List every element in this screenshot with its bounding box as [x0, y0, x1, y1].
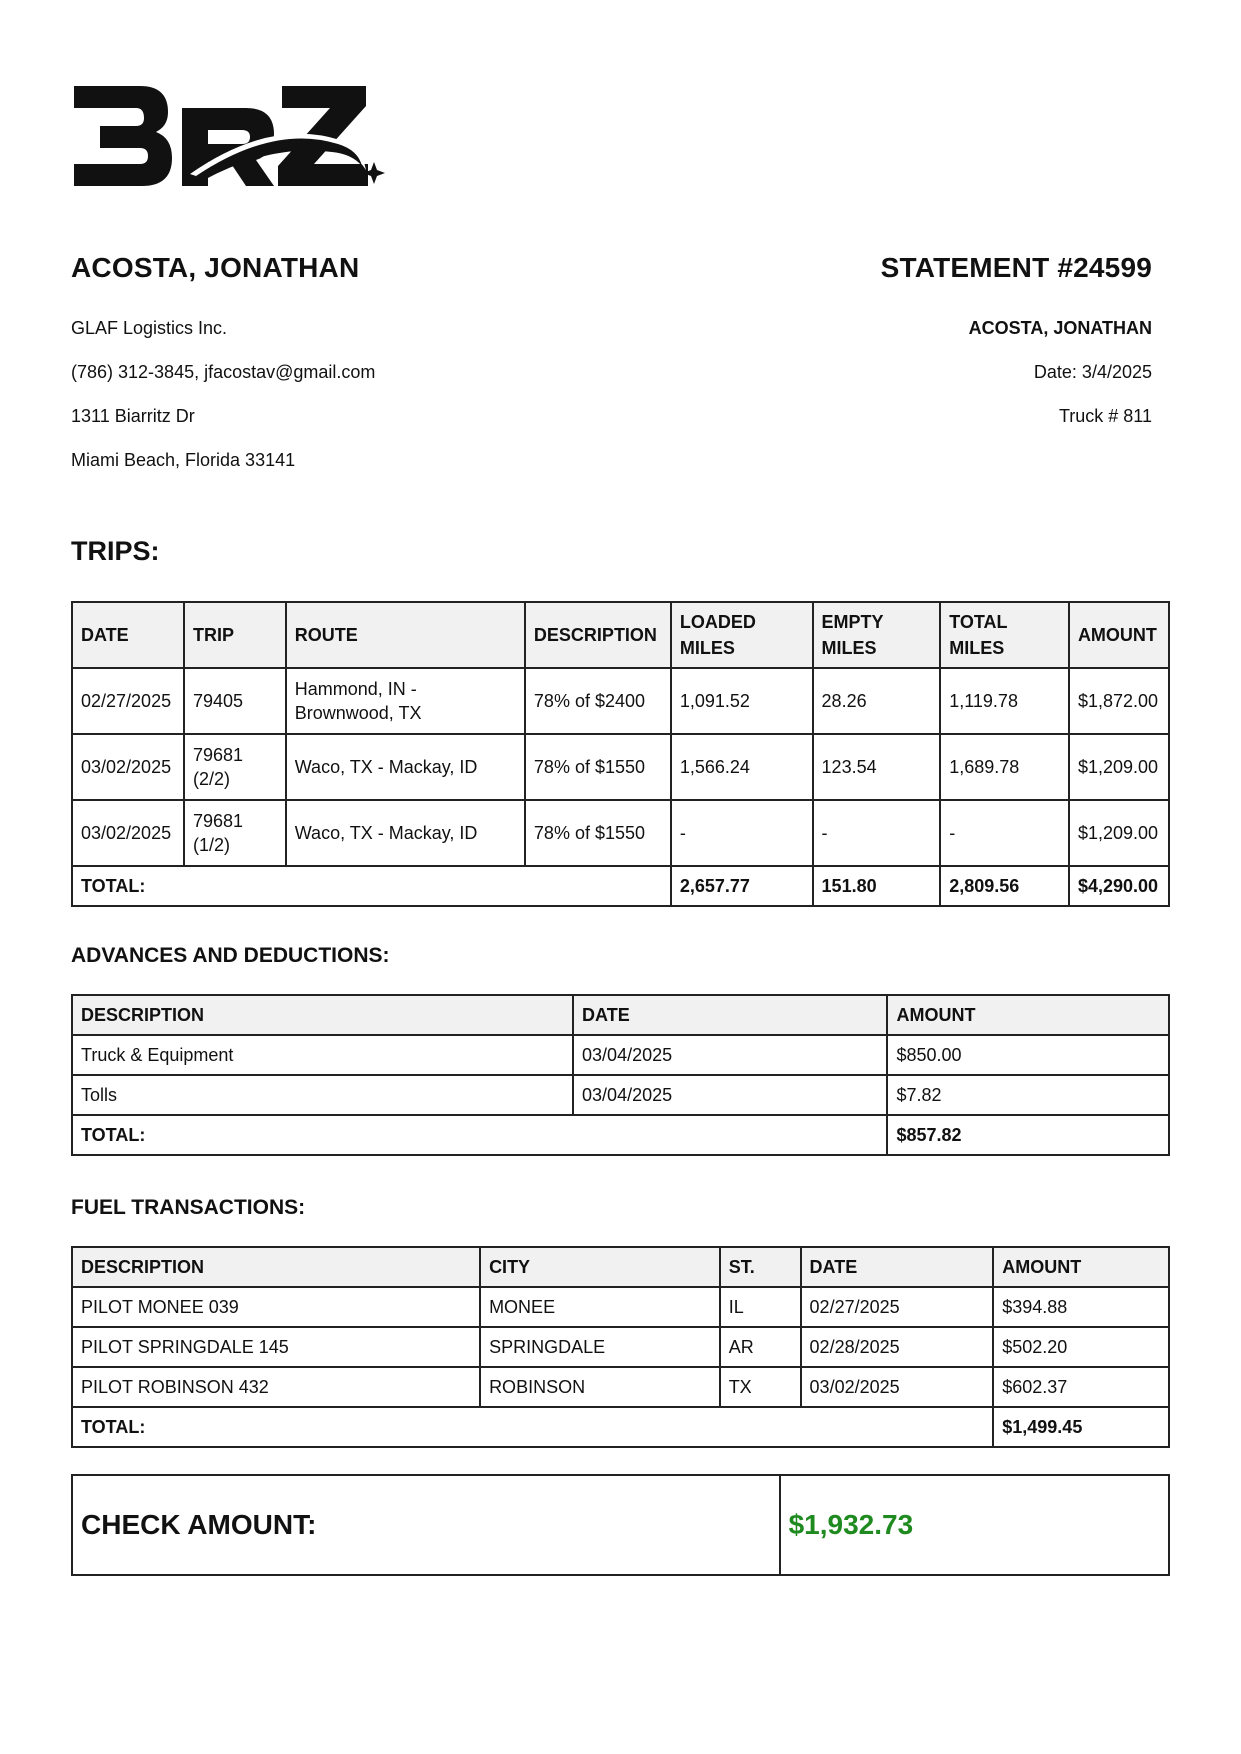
trips-total-label: TOTAL: [72, 866, 671, 906]
fuel-description: PILOT MONEE 039 [72, 1287, 480, 1327]
trip-date: 02/27/2025 [72, 668, 184, 734]
fuel-header-date: DATE [801, 1247, 994, 1287]
advances-total-amount: $857.82 [887, 1115, 1169, 1155]
advances-table [71, 994, 1170, 1156]
advance-date: 03/04/2025 [573, 1075, 887, 1115]
fuel-date: 02/28/2025 [801, 1327, 994, 1367]
trips-header-description: DESCRIPTION [525, 602, 671, 668]
driver-address-line2: Miami Beach, Florida 33141 [71, 450, 296, 470]
table-row [72, 1327, 1169, 1367]
table-row [72, 1287, 1169, 1327]
statement-name: ACOSTA, JONATHAN [968, 318, 1152, 338]
trips-total-amount: $4,290.00 [1069, 866, 1169, 906]
trip-amount: $1,209.00 [1069, 800, 1169, 866]
fuel-header-amount: AMOUNT [993, 1247, 1169, 1287]
advance-date: 03/04/2025 [573, 1035, 887, 1075]
trip-route: Waco, TX - Mackay, ID [286, 734, 525, 800]
fuel-city: SPRINGDALE [480, 1327, 720, 1367]
fuel-state: AR [720, 1327, 801, 1367]
advances-header-amount: AMOUNT [887, 995, 1169, 1035]
fuel-header-row [72, 1247, 1169, 1287]
trip-amount: $1,209.00 [1069, 734, 1169, 800]
fuel-state: TX [720, 1367, 801, 1407]
trips-header-empty-miles: EMPTY MILES [813, 602, 941, 668]
fuel-amount: $502.20 [993, 1327, 1169, 1367]
trip-loaded-miles: 1,091.52 [671, 668, 813, 734]
advances-header-date: DATE [573, 995, 887, 1035]
company-logo [70, 78, 390, 198]
trip-number: 79681 (1/2) [184, 800, 286, 866]
advance-description: Tolls [72, 1075, 573, 1115]
trip-number: 79405 [184, 668, 286, 734]
fuel-city: MONEE [480, 1287, 720, 1327]
trip-route: Hammond, IN - Brownwood, TX [286, 668, 525, 734]
trips-header-amount: AMOUNT [1069, 602, 1169, 668]
statement-truck: Truck # 811 [1058, 406, 1152, 426]
advances-total-row [72, 1115, 1169, 1155]
trips-table [71, 601, 1170, 907]
trip-empty-miles: 123.54 [813, 734, 941, 800]
trip-route: Waco, TX - Mackay, ID [286, 800, 525, 866]
fuel-total-row [72, 1407, 1169, 1447]
fuel-date: 03/02/2025 [801, 1367, 994, 1407]
trips-header-row [72, 602, 1169, 668]
advances-total-label: TOTAL: [72, 1115, 887, 1155]
advances-header-row [72, 995, 1169, 1035]
trips-header-total-miles: TOTAL MILES [940, 602, 1069, 668]
trip-date: 03/02/2025 [72, 800, 184, 866]
table-row [72, 800, 1169, 866]
driver-name: ACOSTA, JONATHAN [71, 252, 360, 283]
advance-amount: $7.82 [887, 1075, 1169, 1115]
trips-total-empty-miles: 151.80 [813, 866, 941, 906]
trip-date: 03/02/2025 [72, 734, 184, 800]
trip-amount: $1,872.00 [1069, 668, 1169, 734]
trips-header-trip: TRIP [184, 602, 286, 668]
trip-empty-miles: 28.26 [813, 668, 941, 734]
statement-date: Date: 3/4/2025 [1033, 362, 1152, 382]
fuel-total-label: TOTAL: [72, 1407, 993, 1447]
fuel-header-city: CITY [480, 1247, 720, 1287]
driver-company: GLAF Logistics Inc. [71, 318, 228, 338]
fuel-state: IL [720, 1287, 801, 1327]
trip-total-miles: 1,689.78 [940, 734, 1069, 800]
driver-address-line1: 1311 Biarritz Dr [71, 406, 195, 426]
trip-loaded-miles: - [671, 800, 813, 866]
table-row [72, 1367, 1169, 1407]
fuel-table [71, 1246, 1170, 1448]
table-row [72, 1075, 1169, 1115]
trip-description: 78% of $1550 [525, 734, 671, 800]
trips-header-date: DATE [72, 602, 184, 668]
check-amount-value: $1,932.73 [780, 1475, 1169, 1575]
fuel-header-description: DESCRIPTION [72, 1247, 480, 1287]
check-amount-box [71, 1474, 1170, 1576]
fuel-city: ROBINSON [480, 1367, 720, 1407]
advances-header-description: DESCRIPTION [72, 995, 573, 1035]
trips-title: TRIPS: [71, 536, 160, 566]
check-amount-label: CHECK AMOUNT: [72, 1475, 780, 1575]
trip-empty-miles: - [813, 800, 941, 866]
statement-title: STATEMENT #24599 [880, 252, 1152, 283]
fuel-amount: $394.88 [993, 1287, 1169, 1327]
fuel-description: PILOT ROBINSON 432 [72, 1367, 480, 1407]
fuel-title: FUEL TRANSACTIONS: [71, 1196, 306, 1219]
statement-info [881, 252, 1152, 438]
driver-contact: (786) 312-3845, jfacostav@gmail.com [71, 362, 376, 382]
check-amount-row [72, 1475, 1169, 1575]
trips-header-loaded-miles: LOADED MILES [671, 602, 813, 668]
fuel-total-amount: $1,499.45 [993, 1407, 1169, 1447]
fuel-header-state: ST. [720, 1247, 801, 1287]
trip-number: 79681 (2/2) [184, 734, 286, 800]
advance-description: Truck & Equipment [72, 1035, 573, 1075]
trip-total-miles: 1,119.78 [940, 668, 1069, 734]
table-row [72, 734, 1169, 800]
table-row [72, 668, 1169, 734]
advance-amount: $850.00 [887, 1035, 1169, 1075]
trips-header-route: ROUTE [286, 602, 525, 668]
fuel-date: 02/27/2025 [801, 1287, 994, 1327]
driver-info [71, 252, 375, 482]
trips-total-loaded-miles: 2,657.77 [671, 866, 813, 906]
trip-total-miles: - [940, 800, 1069, 866]
advances-title: ADVANCES AND DEDUCTIONS: [71, 944, 390, 967]
trip-loaded-miles: 1,566.24 [671, 734, 813, 800]
table-row [72, 1035, 1169, 1075]
trip-description: 78% of $2400 [525, 668, 671, 734]
trips-total-row [72, 866, 1169, 906]
trip-description: 78% of $1550 [525, 800, 671, 866]
fuel-description: PILOT SPRINGDALE 145 [72, 1327, 480, 1367]
trips-total-total-miles: 2,809.56 [940, 866, 1069, 906]
fuel-amount: $602.37 [993, 1367, 1169, 1407]
